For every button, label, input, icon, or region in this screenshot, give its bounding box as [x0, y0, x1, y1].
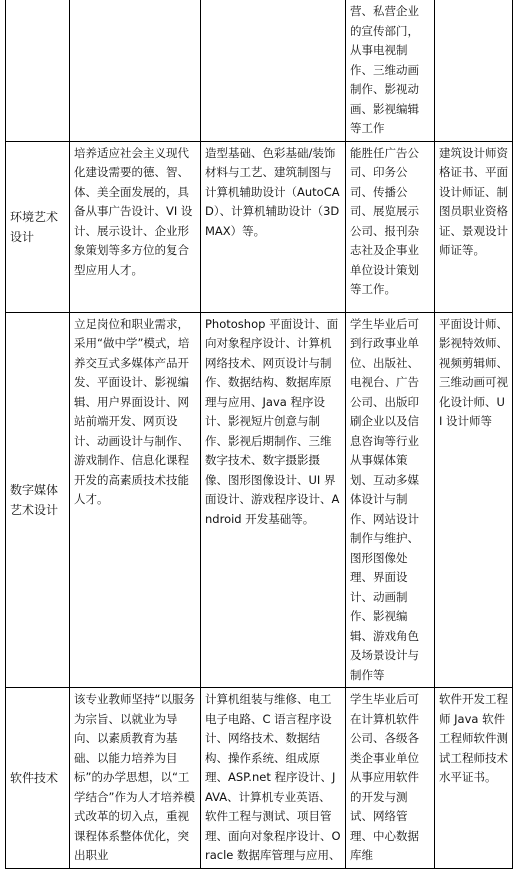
major-cell: 软件技术 — [6, 688, 70, 869]
major-cell: 数字媒体艺术设计 — [6, 312, 70, 688]
jobs-cell: 学生毕业后可到行政事业单位、出版社、电视台、广告公司、出版印刷企业以及信息咨询等行业从事媒体策划、互动多媒体设计与制作、网站设计制作与维护、图形图像处理、界面设计、动画制作、影视编辑、游戏角色及场景设计与制作等 — [346, 312, 435, 688]
jobs-cell: 营、私营企业的宣传部门，从事电视制作、三维动画制作、影视动画、影视编辑等工作 — [346, 0, 435, 141]
major-cell: 环境艺术设计 — [6, 141, 70, 312]
table-row — [6, 141, 513, 312]
courses-cell: Photoshop 平面设计、面向对象程序设计、计算机网络技术、网页设计与制作、数据结构、数据库原理与应用、Java 程序设计、影视短片创意与制作、影视后期制作、三维数字技术、数字摄影摄像、图形图像设计、UI 界面设计、游戏程序设计、Android 开发基础等。 — [201, 312, 346, 688]
goal-cell — [70, 0, 201, 141]
table-row — [6, 312, 513, 688]
majors-table — [5, 0, 513, 869]
table-row — [6, 0, 513, 141]
goal-cell: 立足岗位和职业需求，采用“做中学”模式，培养交互式多媒体产品开发、平面设计、影视编辑、用户界面设计、网站前端开发、网页设计、动画设计与制作、游戏制作、信息化课程开发的高素质技术技能人才。 — [70, 312, 201, 688]
courses-cell: 造型基础、色彩基础/装饰材料与工艺、建筑制图与计算机辅助设计（AutoCAD）、计算机辅助设计（3DMAX）等。 — [201, 141, 346, 312]
goal-cell: 该专业教师坚持“以服务为宗旨、以就业为导向、以素质教育为基础、以能力培养为目标”的办学思想，以“工学结合”作为人才培养模式改革的切入点，重视课程体系整体优化，突出职业 — [70, 688, 201, 869]
certs-cell: 建筑设计师资格证书、平面设计师证、制图员职业资格证、景观设计师证等。 — [435, 141, 513, 312]
jobs-cell: 学生毕业后可在计算机软件公司、各级各类企事业单位从事应用软件的开发与测试、网络管理、中心数据库维 — [346, 688, 435, 869]
certs-cell: 软件开发工程师 Java 软件工程师软件测试工程师技术水平证书。 — [435, 688, 513, 869]
major-cell — [6, 0, 70, 141]
courses-cell — [201, 0, 346, 141]
certs-cell: 平面设计师、影视特效师、视频剪辑师、三维动画可视化设计师、UI 设计师等 — [435, 312, 513, 688]
goal-cell: 培养适应社会主义现代化建设需要的德、智、体、美全面发展的，具备从事广告设计、VI 设计、展示设计、企业形象策划等多方位的复合型应用人才。 — [70, 141, 201, 312]
table-row — [6, 688, 513, 869]
jobs-cell: 能胜任广告公司、印务公司、传播公司、展览展示公司、报刊杂志社及企事业单位设计策划等工作。 — [346, 141, 435, 312]
certs-cell — [435, 0, 513, 141]
courses-cell: 计算机组装与维修、电工电子电路、C 语言程序设计、网络技术、数据结构、操作系统、组成原理、ASP.net 程序设计、JAVA、计算机专业英语、软件工程与测试、项目管理、面向对象程序设计、Oracle 数据库管理与应用、 — [201, 688, 346, 869]
